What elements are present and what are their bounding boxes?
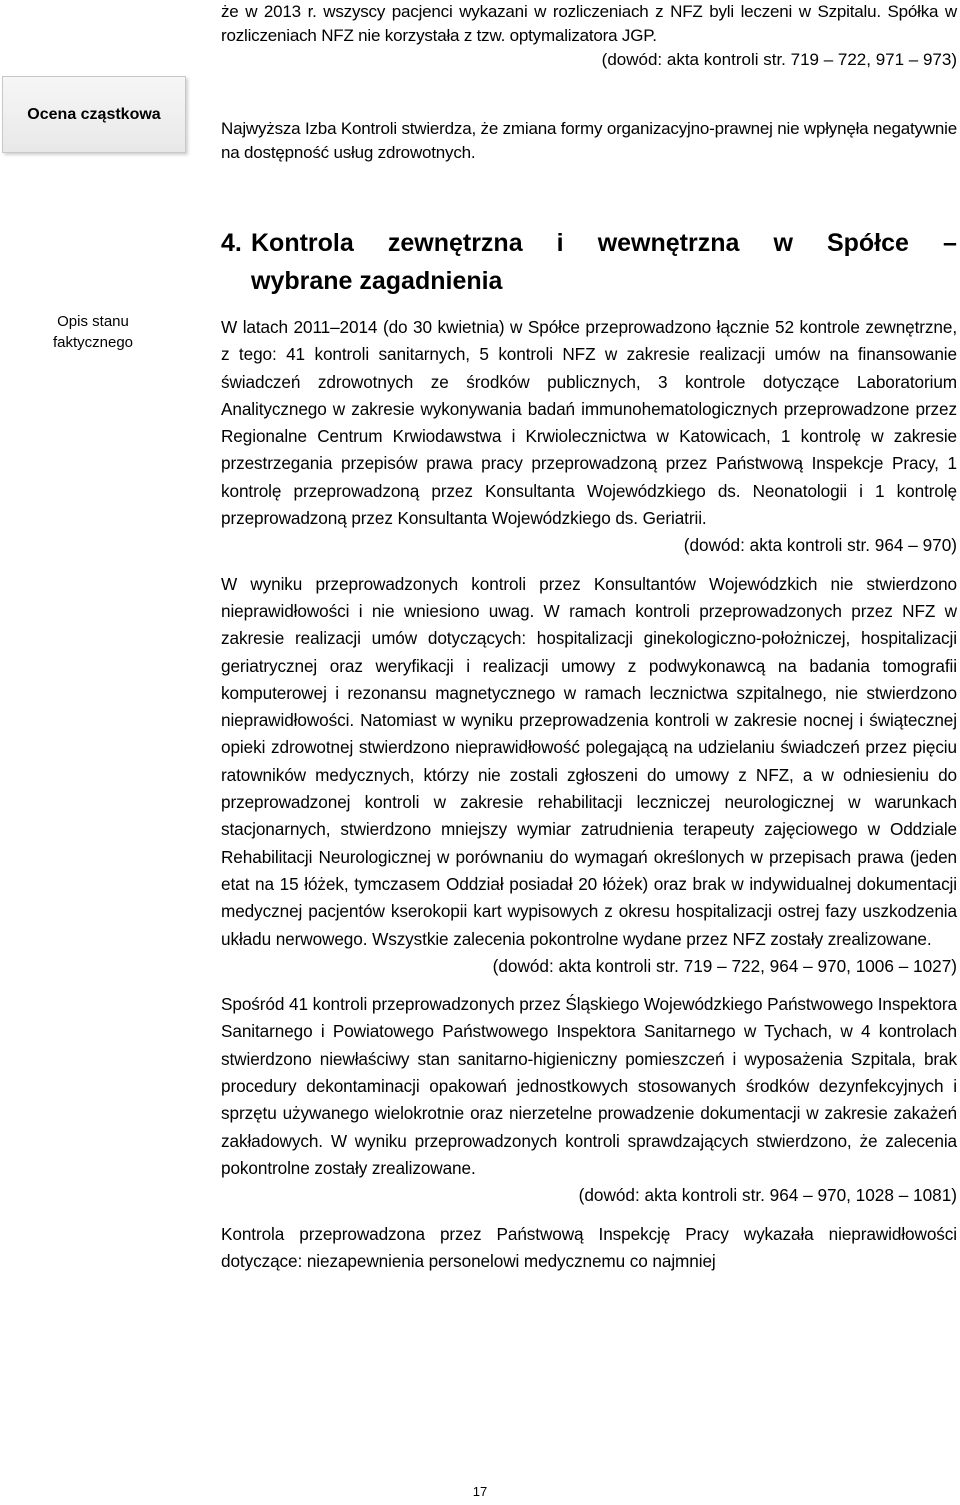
evidence-reference-3: (dowód: akta kontroli str. 964 – 970, 1028 – 1081): [578, 1185, 957, 1206]
partial-assessment-label: [2, 76, 186, 153]
title-word: Kontrola: [251, 229, 354, 257]
continuation-paragraph: że w 2013 r. wszyscy pacjenci wykazani w rozliczeniach z NFZ byli leczeni w Szpitalu. Spółka w rozliczeniach NFZ nie korzystała z tzw. optymalizatora JGP.: [221, 2, 957, 45]
title-word: Spółce: [826, 229, 909, 257]
body-section: [221, 314, 957, 1275]
section-number: 4.: [221, 229, 242, 257]
partial-assessment-label-text: Ocena cząstkowa: [27, 106, 161, 123]
evidence-reference-1: (dowód: akta kontroli str. 964 – 970): [683, 535, 957, 556]
assessment-section: [221, 117, 957, 165]
body-paragraph-3: Spośród 41 kontroli przeprowadzonych przez Śląskiego Wojewódzkiego Państwowego Inspektora Sanitarnego i Powiatowego Państwowego Inspektora Sanitarnego w Tychach, w 4 kontrolach stwierdzono niewłaściwy stan sanitarno-higieniczny pomieszczeń i wyposażenia Szpitala, brak procedury dekontaminacji opakowań jednostkowych stosowanych środków dezynfekcyjnych i sprzętu używanego wielokrotnie oraz nierzetelne prowadzenie dokumentacji w zakresie zakażeń zakładowych. W wyniku przeprowadzonych kontroli sprawdzających stwierdzono, że zalecenia pokontrolne zostały zrealizowane.: [221, 994, 957, 1178]
title-word: zewnętrzna: [387, 229, 523, 257]
title-word: i: [556, 229, 564, 257]
page-number: 17: [472, 1484, 488, 1499]
facts-description-label: [2, 311, 184, 353]
body-paragraph-2: W wyniku przeprowadzonych kontroli przez Konsultantów Wojewódzkich nie stwierdzono nieprawidłowości i nie wniesiono uwag. W ramach kontroli przeprowadzonych przez NFZ w zakresie realizacji umów dotyczących: hospitalizacji ginekologiczno-położniczej, hospitalizacji geriatrycznej oraz weryfikacji i realizacji umowy z podwykonawcą na badania tomografii komputerowej i rezonansu magnetycznego w ramach lecznictwa szpitalnego, nie stwierdzono nieprawidłowości. Natomiast w wyniku przeprowadzenia kontroli w zakresie nocnej i świątecznej opieki zdrowotnej stwierdzono nieprawidłowość polegającą na udzielaniu świadczeń przez pięciu ratowników medycznych, którzy nie zostali zgłoszeni do umowy z NFZ, a w odniesieniu do przeprowadzonej kontroli w zakresie rehabilitacji leczniczej neurologicznej w warunkach stacjonarnych, stwierdzono mniejszy wymiar zatrudnienia terapeuty zajęciowego w Oddziale Rehabilitacji Neurologicznej w porównaniu do wymagań określonych w przepisach prawa (jeden etat na 15 łóżek, tymczasem Oddział posiadał 20 łóżek) oraz brak w indywidualnej dokumentacji medycznej pacjentów kserokopii kart wypisowych z okresu hospitalizacji ostrej fazy uszkodzenia układu nerwowego. Wszystkie zalecenia pokontrolne wydane przez NFZ zostały zrealizowane.: [221, 573, 957, 949]
section-heading: [221, 224, 957, 300]
top-section: [221, 0, 957, 72]
section-title-line-2: wybrane zagadnienia: [251, 267, 503, 295]
evidence-reference-2: (dowód: akta kontroli str. 719 – 722, 964 – 970, 1006 – 1027): [492, 955, 957, 976]
section-title-line-1: [251, 224, 957, 262]
body-paragraph-1: W latach 2011–2014 (do 30 kwietnia) w Spółce przeprowadzono łącznie 52 kontrole zewnętrzne, z tego: 41 kontroli sanitarnych, 5 kontroli NFZ w zakresie realizacji umów na finansowanie świadczeń zdrowotnych ze środków publicznych, 3 kontrole dotyczące Laboratorium Analitycznego w zakresie wykonywania badań immunohematologicznych przeprowadzone przez Regionalne Centrum Krwiodawstwa i Krwiolecznictwa w Katowicach, 1 kontrolę w zakresie przestrzegania przepisów prawa pracy przeprowadzoną przez Państwową Inspekcje Pracy, 1 kontrolę przeprowadzoną przez Konsultanta Wojewódzkiego ds. Neonatologii i 1 kontrolę przeprowadzoną przez Konsultanta Wojewódzkiego ds. Geriatrii.: [221, 317, 957, 529]
evidence-reference: (dowód: akta kontroli str. 719 – 722, 971 – 973): [601, 50, 957, 69]
facts-label-line-2: faktycznego: [52, 334, 134, 351]
assessment-paragraph: Najwyższa Izba Kontroli stwierdza, że zmiana formy organizacyjno-prawnej nie wpłynęła negatywnie na dostępność usług zdrowotnych.: [221, 119, 957, 162]
title-word: –: [943, 229, 957, 257]
title-word: wewnętrzna: [597, 229, 740, 257]
title-word: w: [773, 229, 793, 257]
facts-label-line-1: Opis stanu: [57, 313, 129, 330]
section-title: [251, 224, 957, 300]
body-paragraph-4: Kontrola przeprowadzona przez Państwową Inspekcję Pracy wykazała nieprawidłowości dotyczące: niezapewnienia personelowi medycznemu co najmniej: [221, 1223, 957, 1271]
